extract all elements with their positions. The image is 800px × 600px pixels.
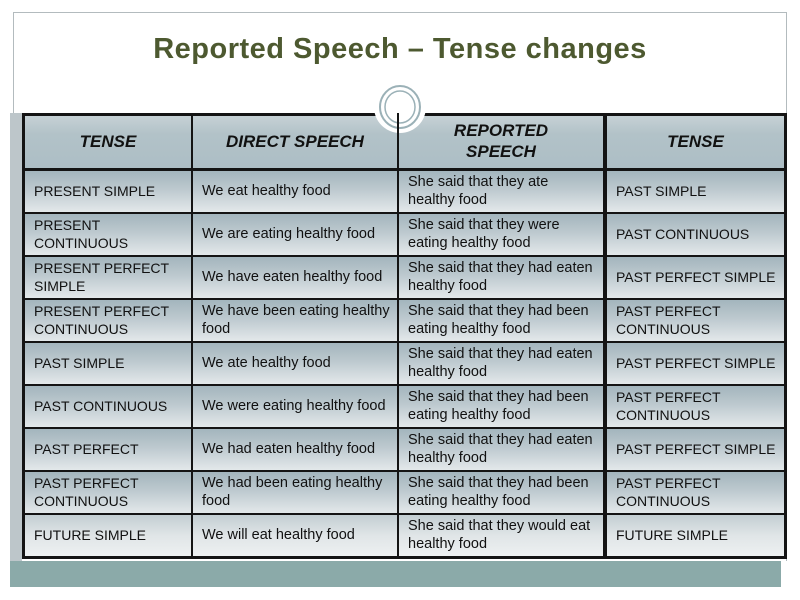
table-row [25, 472, 784, 515]
cell-direct-speech: We ate healthy food [193, 343, 399, 384]
cell-source-tense: PAST PERFECT CONTINUOUS [25, 472, 193, 513]
cell-result-tense: PAST PERFECT CONTINUOUS [616, 389, 721, 423]
header-reported-speech: REPORTED SPEECH [399, 116, 607, 168]
cell-result-tense: PAST PERFECT SIMPLE [616, 440, 776, 457]
cell-result-tense: PAST PERFECT SIMPLE [616, 354, 776, 371]
page-title: Reported Speech – Tense changes [153, 33, 647, 65]
table-row [25, 214, 784, 257]
circle-ornament-icon [372, 80, 428, 136]
table-row [25, 386, 784, 429]
left-accent-band [10, 113, 22, 561]
cell-direct-speech: We eat healthy food [193, 171, 399, 212]
cell-reported-speech: She said that they had been eating healthy food [399, 300, 607, 341]
cell-direct-speech: We had been eating healthy food [193, 472, 399, 513]
cell-source-tense: PRESENT PERFECT CONTINUOUS [25, 300, 193, 341]
cell-source-tense: PRESENT PERFECT SIMPLE [25, 257, 193, 298]
tense-table [22, 113, 787, 559]
cell-direct-speech: We are eating healthy food [193, 214, 399, 255]
table-body [25, 171, 784, 556]
cell-result-tense: FUTURE SIMPLE [616, 526, 729, 543]
cell-result-tense: PAST PERFECT SIMPLE [616, 268, 776, 285]
column-divider-overlay [397, 113, 399, 135]
cell-result-tense: PAST SIMPLE [616, 182, 707, 199]
cell-reported-speech: She said that they were eating healthy food [399, 214, 607, 255]
cell-source-tense: PAST PERFECT [25, 429, 193, 470]
cell-direct-speech: We were eating healthy food [193, 386, 399, 427]
cell-reported-speech: She said that they had eaten healthy food [399, 429, 607, 470]
cell-reported-speech: She said that they ate healthy food [399, 171, 607, 212]
cell-source-tense: PAST CONTINUOUS [25, 386, 193, 427]
header-tense-right: TENSE [667, 131, 724, 151]
cell-result-tense: PAST PERFECT CONTINUOUS [616, 303, 721, 337]
cell-reported-speech: She said that they had been eating healthy food [399, 386, 607, 427]
header-tense-left: TENSE [25, 116, 193, 168]
table-row [25, 515, 784, 556]
cell-reported-speech: She said that they would eat healthy food [399, 515, 607, 556]
header-direct-speech: DIRECT SPEECH [193, 116, 399, 168]
table-row [25, 257, 784, 300]
cell-source-tense: PAST SIMPLE [25, 343, 193, 384]
cell-direct-speech: We had eaten healthy food [193, 429, 399, 470]
cell-source-tense: PRESENT CONTINUOUS [25, 214, 193, 255]
cell-result-tense: PAST CONTINUOUS [616, 225, 750, 242]
cell-reported-speech: She said that they had been eating healthy food [399, 472, 607, 513]
table-row [25, 429, 784, 472]
cell-reported-speech: She said that they had eaten healthy food [399, 343, 607, 384]
table-row [25, 171, 784, 214]
cell-direct-speech: We will eat healthy food [193, 515, 399, 556]
cell-source-tense: FUTURE SIMPLE [25, 515, 193, 556]
cell-source-tense: PRESENT SIMPLE [25, 171, 193, 212]
table-row [25, 343, 784, 386]
cell-direct-speech: We have eaten healthy food [193, 257, 399, 298]
cell-result-tense: PAST PERFECT CONTINUOUS [616, 475, 721, 509]
cell-reported-speech: She said that they had eaten healthy food [399, 257, 607, 298]
bottom-accent-bar [10, 561, 781, 587]
cell-direct-speech: We have been eating healthy food [193, 300, 399, 341]
table-row [25, 300, 784, 343]
